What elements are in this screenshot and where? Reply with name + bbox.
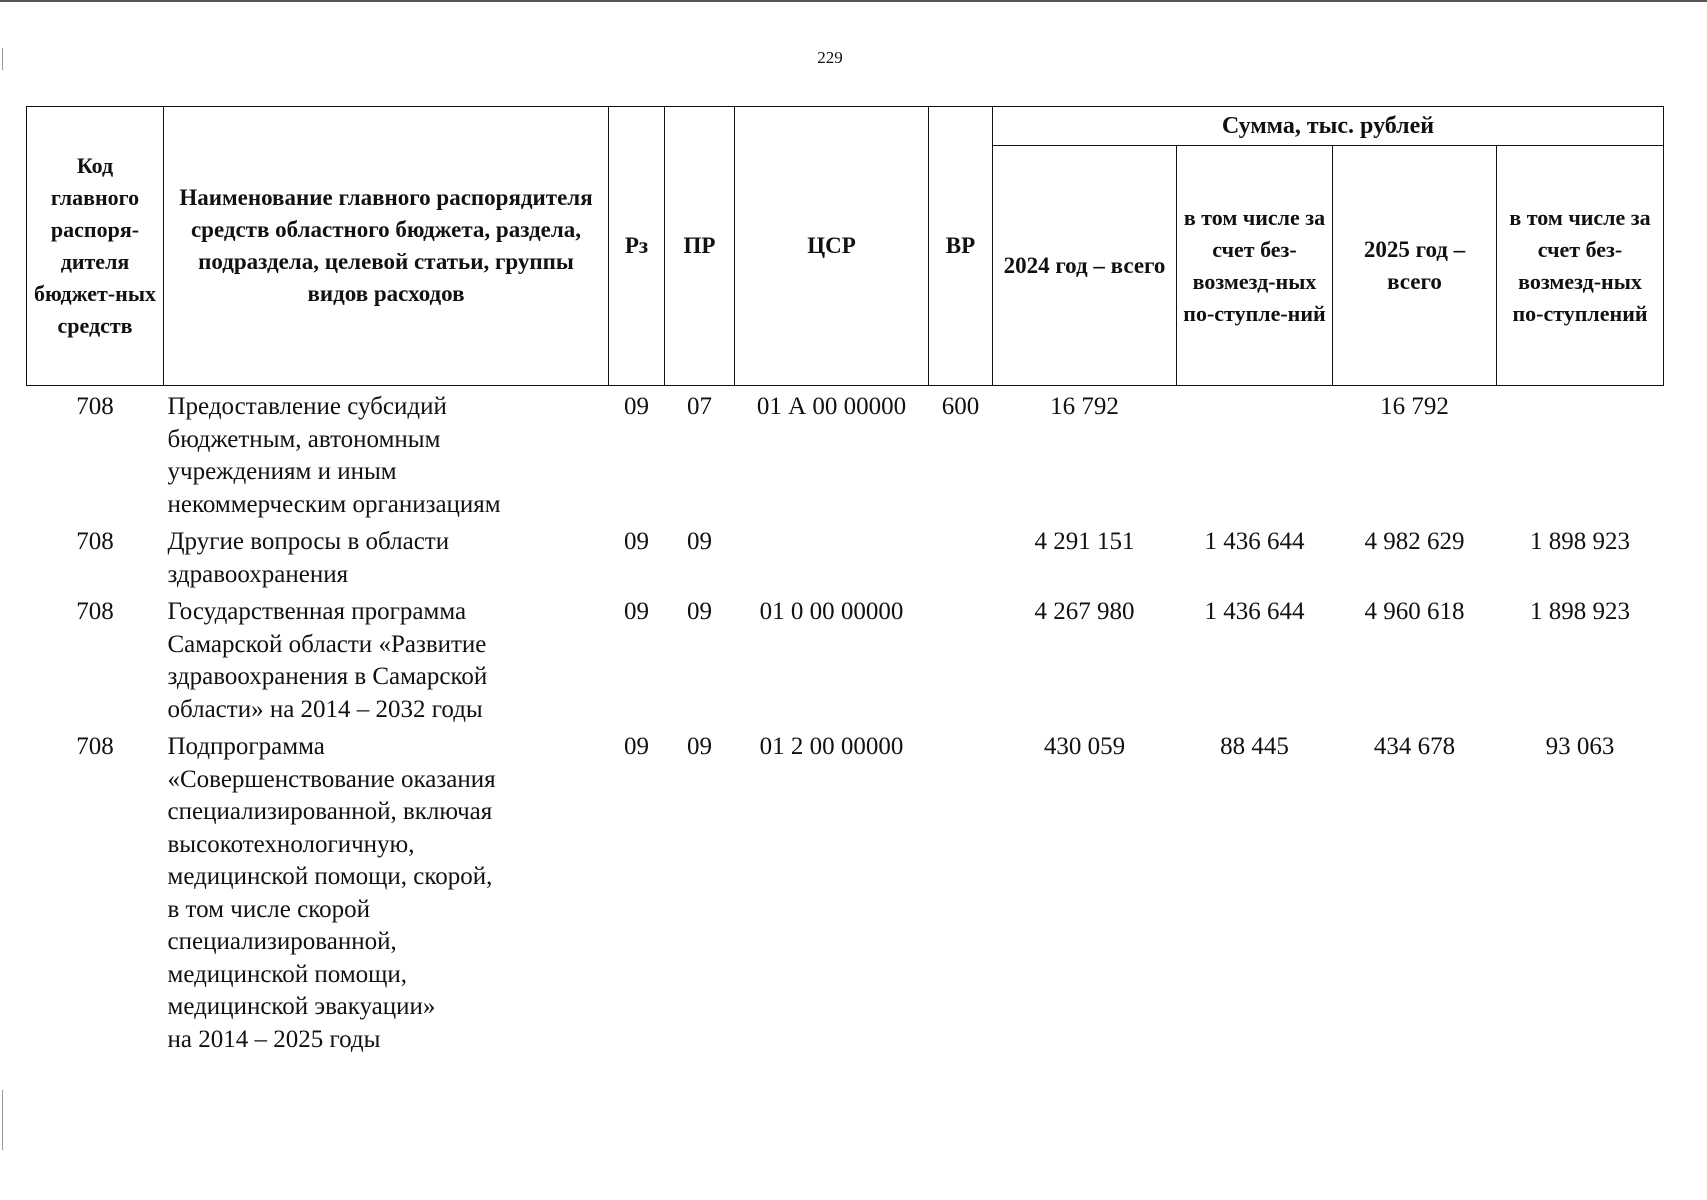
table-row xyxy=(27,591,1664,726)
cell-2024-grants: 88 445 xyxy=(1220,733,1289,760)
cell-rz: 09 xyxy=(624,733,649,760)
col-header-code: Код главного распоря-дителя бюджет-ных средств xyxy=(27,107,164,386)
cell-2024-total: 16 792 xyxy=(1050,393,1119,420)
col-header-vr: ВР xyxy=(929,107,993,386)
cell-csr: 01 2 00 00000 xyxy=(759,733,904,760)
col-header-pr: ПР xyxy=(665,107,735,386)
cell-vr: 600 xyxy=(941,393,980,420)
top-border-line xyxy=(0,0,1707,2)
page-number: 229 xyxy=(817,48,843,67)
col-header-name: Наименование главного распорядителя средств областного бюджета, раздела, подраздела, целевой статьи, группы видов расходов xyxy=(164,107,609,386)
cell-code: 708 xyxy=(76,528,114,555)
cell-2024-grants xyxy=(1177,386,1333,522)
cell-vr xyxy=(929,521,993,591)
col-header-rz: Рз xyxy=(609,107,665,386)
cell-vr xyxy=(929,591,993,726)
col-header-sum: Сумма, тыс. рублей xyxy=(993,107,1664,146)
cell-name: Другие вопросы в области здравоохранения xyxy=(167,528,450,588)
table-row xyxy=(27,726,1664,1056)
cell-csr: 01 А 00 00000 xyxy=(756,393,907,420)
cell-2025-total: 434 678 xyxy=(1373,733,1456,760)
cell-code: 708 xyxy=(76,393,114,420)
col-header-csr: ЦСР xyxy=(735,107,929,386)
scan-edge-mark xyxy=(2,1090,3,1150)
cell-rz: 09 xyxy=(624,598,649,625)
cell-2024-total: 430 059 xyxy=(1043,733,1126,760)
cell-2024-total: 4 291 151 xyxy=(1034,528,1135,555)
cell-pr: 09 xyxy=(687,598,712,625)
cell-name: Предоставление субсидий бюджетным, автономным учреждениям и иным некоммерческим организациям xyxy=(167,393,501,518)
col-header-2025-grants: в том числе за счет без-возмезд-ных по-ступлений xyxy=(1497,146,1664,386)
cell-2025-grants xyxy=(1497,386,1664,522)
cell-code: 708 xyxy=(76,598,114,625)
table-row xyxy=(27,521,1664,591)
cell-2025-grants: 93 063 xyxy=(1545,733,1615,760)
cell-2024-grants: 1 436 644 xyxy=(1204,528,1305,555)
cell-rz: 09 xyxy=(624,528,649,555)
col-header-2024-grants: в том числе за счет без-возмезд-ных по-ступле-ний xyxy=(1177,146,1333,386)
cell-rz: 09 xyxy=(624,393,649,420)
cell-2025-total: 16 792 xyxy=(1380,393,1449,420)
cell-pr: 09 xyxy=(687,733,712,760)
cell-2025-total: 4 960 618 xyxy=(1364,598,1465,625)
cell-name: Государственная программа Самарской области «Развитие здравоохранения в Самарской области» на 2014 – 2032 годы xyxy=(167,598,488,723)
cell-csr xyxy=(735,521,929,591)
table-row xyxy=(27,386,1664,522)
cell-pr: 07 xyxy=(687,393,712,420)
cell-2025-grants: 1 898 923 xyxy=(1530,598,1630,625)
cell-vr xyxy=(929,726,993,1056)
cell-pr: 09 xyxy=(687,528,712,555)
cell-code: 708 xyxy=(76,733,114,760)
cell-name: Подпрограмма «Совершенствование оказания специализированной, включая высокотехнологичную, медицинской помощи, скорой, в том числе скорой специализированной, медицинской помощи, медицинской эвакуации» на 2014 – 2025 годы xyxy=(167,733,496,1053)
cell-2025-grants: 1 898 923 xyxy=(1530,528,1630,555)
cell-2025-total: 4 982 629 xyxy=(1364,528,1465,555)
header-row xyxy=(27,107,1664,146)
budget-table xyxy=(26,106,1664,1056)
cell-csr: 01 0 00 00000 xyxy=(759,598,904,625)
col-header-2025-total: 2025 год – всего xyxy=(1333,146,1497,386)
cell-2024-total: 4 267 980 xyxy=(1034,598,1135,625)
cell-2024-grants: 1 436 644 xyxy=(1204,598,1305,625)
col-header-2024-total: 2024 год – всего xyxy=(993,146,1177,386)
